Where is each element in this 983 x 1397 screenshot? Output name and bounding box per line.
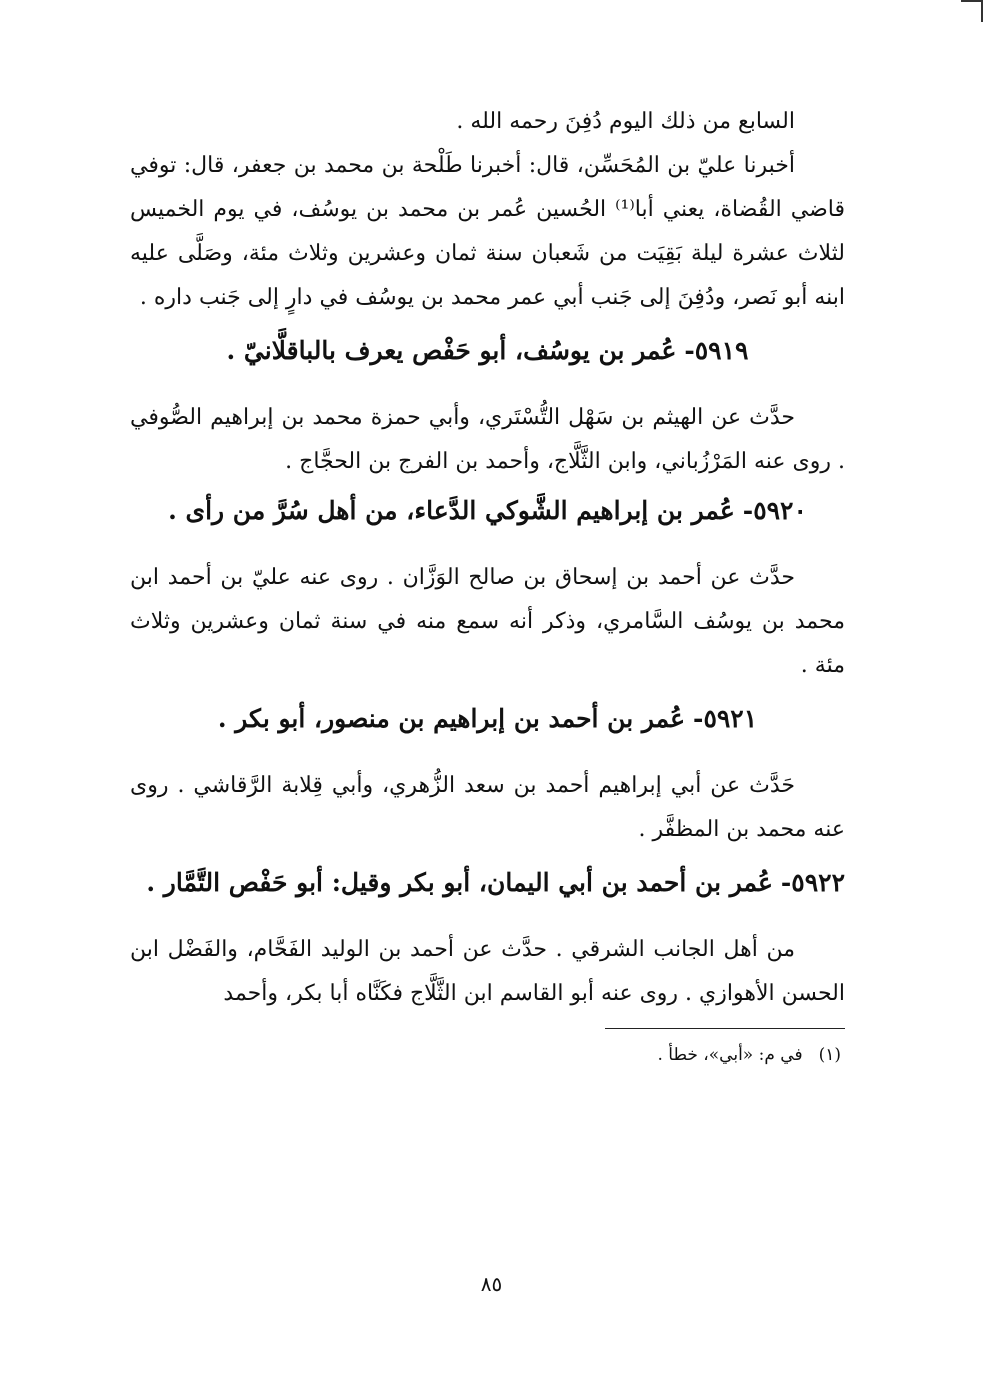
page-number: ٨٥: [480, 1272, 503, 1296]
footnote-1: [130, 1041, 845, 1069]
entry-number: ٥٩١٩-: [684, 336, 749, 365]
paragraph-6: من أهل الجانب الشرقي . حدَّث عن أحمد بن الوليد الفَحَّام، والفَضْل ابن الحسن الأهوازي . روى عنه أبو القاسم ابن الثَّلَّاج فكَنَّاه أبا بكر، وأحمد: [130, 937, 845, 1006]
entry-heading-5919: [130, 328, 845, 374]
entry-heading-5920: [130, 488, 845, 534]
footnote-marker: (١): [818, 1045, 841, 1065]
page-corner-mark: [961, 0, 983, 22]
page-body: [130, 100, 845, 1069]
paragraph-1: السابع من ذلك اليوم دُفِنَ رحمه الله .: [456, 109, 795, 134]
footnote-text: في م: «أبي»، خطأ .: [657, 1045, 803, 1065]
footnote-separator: [605, 1028, 845, 1029]
entry-number: ٥٩٢٠-: [742, 496, 807, 525]
entry-title: عُمر بن يوسُف، أبو حَفْص يعرف بالباقلَّانيّ .: [226, 336, 677, 365]
entry-heading-5921: [130, 696, 845, 742]
paragraph-3: حدَّث عن الهيثم بن سَهْل التُّسْتَري، وأبي حمزة محمد بن إبراهيم الصُّوفي . روى عنه المَرْزُباني، وابن الثَّلَّاج، وأحمد بن الفرج بن الحجَّاج .: [130, 405, 845, 474]
entry-number: ٥٩٢١-: [693, 704, 758, 733]
paragraph-5: حَدَّث عن أبي إبراهيم أحمد بن سعد الزُّهري، وأبي قِلابة الرَّقاشي . روى عنه محمد بن المظفَّر .: [130, 773, 845, 842]
entry-title: عُمر بن أحمد بن أبي اليمان، أبو بكر وقيل: أبو حَفْص التَّمَّار .: [146, 868, 773, 897]
entry-title: عُمر بن إبراهيم الشَّوكي الدَّعاء، من أهل سُرَّ من رأى .: [168, 496, 735, 525]
paragraph-2: أخبرنا عليّ بن المُحَسِّن، قال: أخبرنا طَلْحة بن محمد بن جعفر، قال: توفي قاضي القُضاة، يعني أبا⁽¹⁾ الحُسين عُمر بن محمد بن يوسُف، في يوم الخميس لثلاث عشرة ليلة بَقِيَت من شَعبان سنة ثمان وعشرين وثلاث مئة، وصَلَّى عليه ابنه أبو نَصر، ودُفِنَ إلى جَنب أبي عمر محمد بن يوسُف في دارٍ إلى جَنب داره .: [130, 153, 846, 310]
entry-heading-5922: [130, 860, 845, 906]
paragraph-4: حدَّث عن أحمد بن إسحاق بن صالح الوَزَّان . روى عنه عليّ بن أحمد ابن محمد بن يوسُف السَّامري، وذكر أنه سمع منه في سنة ثمان وعشرين وثلاث مئة .: [130, 565, 845, 678]
entry-title: عُمر بن أحمد بن إبراهيم بن منصور، أبو بكر .: [217, 704, 686, 733]
entry-number: ٥٩٢٢-: [780, 868, 845, 897]
footnotes: [130, 1028, 845, 1069]
